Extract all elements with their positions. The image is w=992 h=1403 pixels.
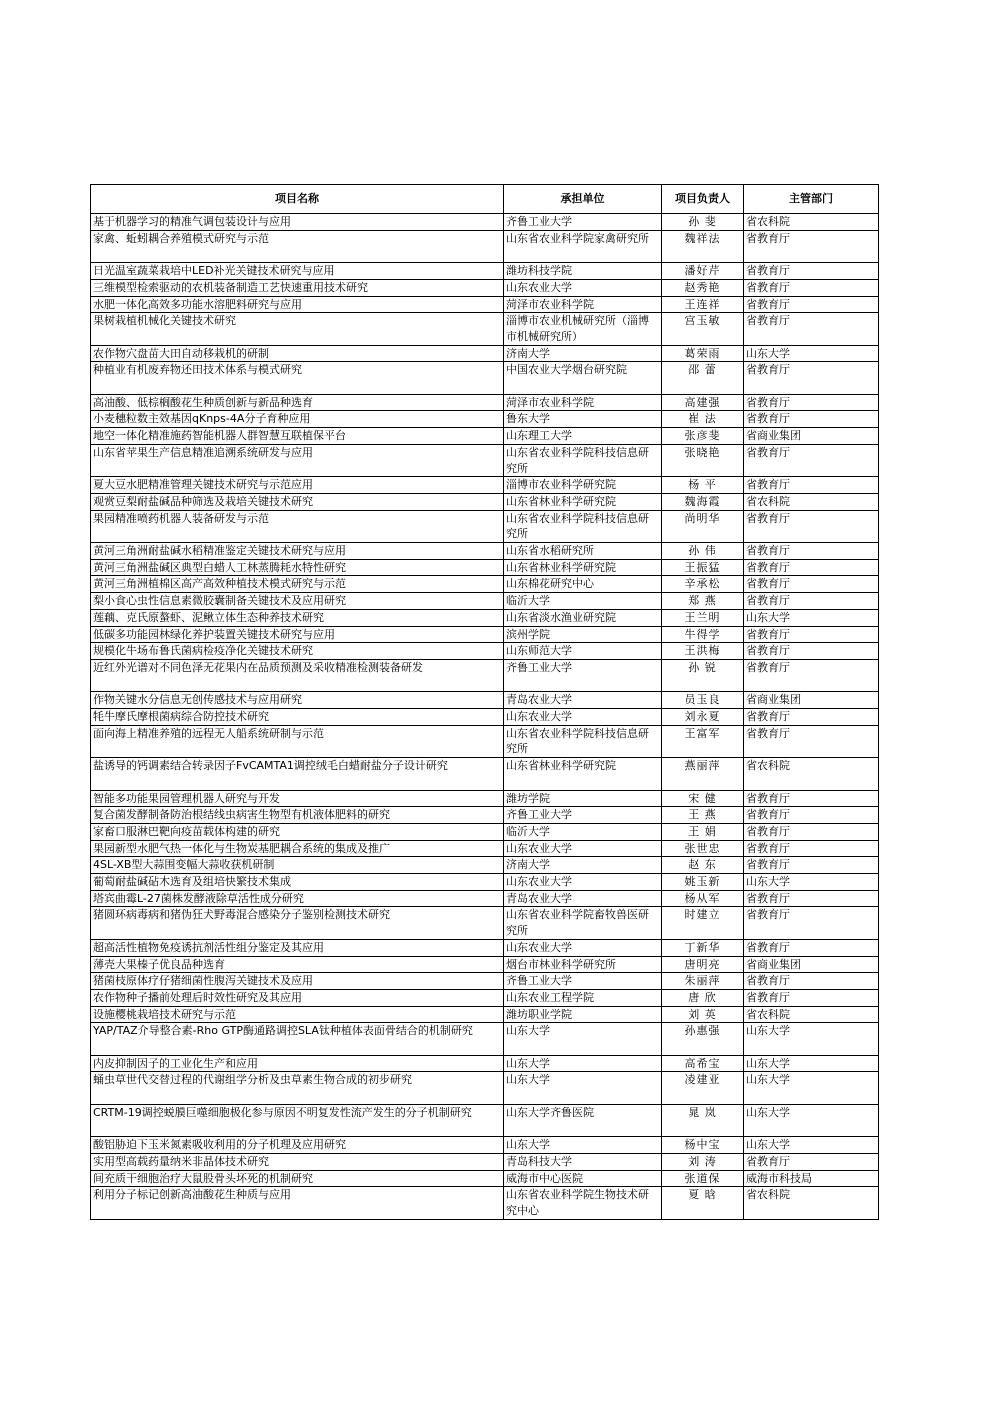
table-row <box>91 1055 879 1072</box>
project-name-cell: 牦牛摩氏摩根菌病综合防控技术研究 <box>91 709 504 726</box>
leader-cell: 唐 欣 <box>662 989 744 1006</box>
project-name-cell: 设施樱桃栽培技术研究与示范 <box>91 1006 504 1023</box>
department-cell: 省教育厅 <box>744 1153 879 1170</box>
project-name-cell: 薄壳大果榛子优良品种选育 <box>91 956 504 973</box>
project-name-cell: 种植业有机废弃物还田技术体系与模式研究 <box>91 362 504 394</box>
project-name-cell: 4SL-XB型大蒜围变幅大蒜收获机研制 <box>91 857 504 874</box>
header-leader: 项目负责人 <box>662 185 744 214</box>
table-row <box>91 263 879 280</box>
table-row <box>91 279 879 296</box>
project-name-cell: 规模化牛场布鲁氏菌病检疫净化关键技术研究 <box>91 643 504 660</box>
department-cell: 省农科院 <box>744 1187 879 1219</box>
unit-cell: 山东省农业科学院生物技术研究中心 <box>504 1187 662 1219</box>
department-cell: 省教育厅 <box>744 840 879 857</box>
project-name-cell: 果树栽植机械化关键技术研究 <box>91 313 504 345</box>
table-row <box>91 345 879 362</box>
leader-cell: 杨中宝 <box>662 1137 744 1154</box>
header-department: 主管部门 <box>744 185 879 214</box>
table-row <box>91 956 879 973</box>
project-name-cell: 塔宾曲霉L-27菌株发酵液除草活性成分研究 <box>91 890 504 907</box>
table-row <box>91 659 879 691</box>
department-cell: 山东大学 <box>744 874 879 891</box>
table-row <box>91 1072 879 1104</box>
department-cell: 省教育厅 <box>744 626 879 643</box>
department-cell: 省教育厅 <box>744 444 879 476</box>
department-cell: 山东大学 <box>744 1072 879 1104</box>
department-cell: 山东大学 <box>744 1137 879 1154</box>
table-row <box>91 510 879 542</box>
project-name-cell: 猪菌枝原体疗仔猪细菌性腹泻关键技术及应用 <box>91 973 504 990</box>
unit-cell: 山东理工大学 <box>504 428 662 445</box>
table-row <box>91 807 879 824</box>
table-row <box>91 593 879 610</box>
project-name-cell: 内皮抑制因子的工业化生产和应用 <box>91 1055 504 1072</box>
leader-cell: 郑 燕 <box>662 593 744 610</box>
department-cell: 省商业集团 <box>744 692 879 709</box>
unit-cell: 淄博市农业科学研究院 <box>504 477 662 494</box>
unit-cell: 滨州学院 <box>504 626 662 643</box>
unit-cell: 临沂大学 <box>504 593 662 610</box>
leader-cell: 高希宝 <box>662 1055 744 1072</box>
project-name-cell: 小麦穗粒数主效基因qKnps-4A分子育种应用 <box>91 411 504 428</box>
leader-cell: 孙 锐 <box>662 659 744 691</box>
project-name-cell: 实用型高载药量纳米非晶体技术研究 <box>91 1153 504 1170</box>
table-row <box>91 1153 879 1170</box>
department-cell: 省教育厅 <box>744 857 879 874</box>
project-name-cell: 果园新型水肥气热一体化与生物炭基肥耦合系统的集成及推广 <box>91 840 504 857</box>
leader-cell: 宫玉敏 <box>662 313 744 345</box>
leader-cell: 张晓艳 <box>662 444 744 476</box>
project-name-cell: 果园精准喷药机器人装备研发与示范 <box>91 510 504 542</box>
leader-cell: 王兰明 <box>662 609 744 626</box>
leader-cell: 王富军 <box>662 725 744 757</box>
table-row <box>91 609 879 626</box>
project-name-cell: 利用分子标记创新高油酸花生种质与应用 <box>91 1187 504 1219</box>
unit-cell: 烟台市林业科学研究所 <box>504 956 662 973</box>
leader-cell: 王 娟 <box>662 823 744 840</box>
table-row <box>91 543 879 560</box>
table-row <box>91 230 879 262</box>
leader-cell: 崔 法 <box>662 411 744 428</box>
department-cell: 省教育厅 <box>744 989 879 1006</box>
department-cell: 省教育厅 <box>744 411 879 428</box>
project-name-cell: 近红外光谱对不同色泽无花果内在品质预测及采收精准检测装备研发 <box>91 659 504 691</box>
leader-cell: 牛得学 <box>662 626 744 643</box>
leader-cell: 辛承松 <box>662 576 744 593</box>
department-cell: 威海市科技局 <box>744 1170 879 1187</box>
leader-cell: 孙惠强 <box>662 1023 744 1055</box>
table-row <box>91 1137 879 1154</box>
table-row <box>91 411 879 428</box>
leader-cell: 姚玉新 <box>662 874 744 891</box>
table-row <box>91 576 879 593</box>
project-name-cell: 夏大豆水肥精准管理关键技术研究与示范应用 <box>91 477 504 494</box>
department-cell: 省农科院 <box>744 493 879 510</box>
leader-cell: 丁新华 <box>662 939 744 956</box>
table-row <box>91 643 879 660</box>
department-cell: 省教育厅 <box>744 907 879 939</box>
department-cell: 省教育厅 <box>744 973 879 990</box>
project-name-cell: 猪圆环病毒病和猪伪狂犬野毒混合感染分子鉴别检测技术研究 <box>91 907 504 939</box>
table-row <box>91 362 879 394</box>
leader-cell: 高建强 <box>662 394 744 411</box>
department-cell: 山东大学 <box>744 1023 879 1055</box>
table-row <box>91 758 879 790</box>
project-name-cell: 黄河三角洲植棉区高产高效种植技术模式研究与示范 <box>91 576 504 593</box>
department-cell: 省教育厅 <box>744 362 879 394</box>
department-cell: 省教育厅 <box>744 263 879 280</box>
project-name-cell: 三维模型检索驱动的农机装备制造工艺快速重用技术研究 <box>91 279 504 296</box>
table-row <box>91 692 879 709</box>
table-row <box>91 1023 879 1055</box>
leader-cell: 张彦斐 <box>662 428 744 445</box>
table-row <box>91 1104 879 1136</box>
project-name-cell: 水肥一体化高效多功能水溶肥料研究与应用 <box>91 296 504 313</box>
project-name-cell: 高油酸、低棕榈酸花生种质创新与新品种选育 <box>91 394 504 411</box>
leader-cell: 尚明华 <box>662 510 744 542</box>
project-name-cell: 黄河三角洲耐盐碱水稻精准鉴定关键技术研究与应用 <box>91 543 504 560</box>
project-name-cell: 家畜口服淋巴靶向疫苗载体构建的研究 <box>91 823 504 840</box>
department-cell: 省农科院 <box>744 214 879 231</box>
department-cell: 省教育厅 <box>744 823 879 840</box>
table-row <box>91 477 879 494</box>
department-cell: 省教育厅 <box>744 230 879 262</box>
leader-cell: 赵秀艳 <box>662 279 744 296</box>
unit-cell: 山东农业大学 <box>504 709 662 726</box>
project-name-cell: 间充质干细胞治疗大鼠股骨头坏死的机制研究 <box>91 1170 504 1187</box>
department-cell: 省教育厅 <box>744 593 879 610</box>
unit-cell: 山东省农业科学院科技信息研究所 <box>504 444 662 476</box>
project-name-cell: 梨小食心虫性信息素微胶囊制备关键技术及应用研究 <box>91 593 504 610</box>
leader-cell: 刘 英 <box>662 1006 744 1023</box>
table-row <box>91 1170 879 1187</box>
unit-cell: 青岛农业大学 <box>504 890 662 907</box>
table-body <box>91 214 879 1220</box>
unit-cell: 菏泽市农业科学院 <box>504 296 662 313</box>
leader-cell: 魏祥法 <box>662 230 744 262</box>
unit-cell: 山东省农业科学院科技信息研究所 <box>504 725 662 757</box>
unit-cell: 淄博市农业机械研究所（淄博市机械研究所） <box>504 313 662 345</box>
table-row <box>91 1187 879 1219</box>
project-table <box>90 184 879 1220</box>
department-cell: 省教育厅 <box>744 543 879 560</box>
project-name-cell: 农作物穴盘苗大田自动移栽机的研制 <box>91 345 504 362</box>
leader-cell: 王振猛 <box>662 559 744 576</box>
department-cell: 省教育厅 <box>744 510 879 542</box>
unit-cell: 齐鲁工业大学 <box>504 807 662 824</box>
table-header-row <box>91 185 879 214</box>
leader-cell: 宋 健 <box>662 790 744 807</box>
unit-cell: 山东农业大学 <box>504 279 662 296</box>
department-cell: 省教育厅 <box>744 279 879 296</box>
department-cell: 省教育厅 <box>744 313 879 345</box>
table-row <box>91 890 879 907</box>
unit-cell: 青岛农业大学 <box>504 692 662 709</box>
department-cell: 山东大学 <box>744 345 879 362</box>
project-name-cell: YAP/TAZ介导整合素-Rho GTP酶通路调控SLA钛种植体表面骨结合的机制研究 <box>91 1023 504 1055</box>
unit-cell: 山东省林业科学研究院 <box>504 559 662 576</box>
unit-cell: 山东省淡水渔业研究院 <box>504 609 662 626</box>
leader-cell: 燕丽萍 <box>662 758 744 790</box>
unit-cell: 潍坊职业学院 <box>504 1006 662 1023</box>
project-name-cell: 智能多功能果园管理机器人研究与开发 <box>91 790 504 807</box>
department-cell: 省教育厅 <box>744 939 879 956</box>
leader-cell: 朱丽萍 <box>662 973 744 990</box>
department-cell: 省教育厅 <box>744 477 879 494</box>
table-row <box>91 973 879 990</box>
project-name-cell: 地空一体化精准施药智能机器人群智慧互联植保平台 <box>91 428 504 445</box>
department-cell: 省教育厅 <box>744 725 879 757</box>
unit-cell: 山东农业大学 <box>504 840 662 857</box>
table-row <box>91 296 879 313</box>
unit-cell: 中国农业大学烟台研究院 <box>504 362 662 394</box>
project-name-cell: 面向海上精准养殖的远程无人船系统研制与示范 <box>91 725 504 757</box>
leader-cell: 刘永夏 <box>662 709 744 726</box>
department-cell: 山东大学 <box>744 1055 879 1072</box>
leader-cell: 王洪梅 <box>662 643 744 660</box>
unit-cell: 山东大学 <box>504 1055 662 1072</box>
table-row <box>91 857 879 874</box>
unit-cell: 山东农业大学 <box>504 874 662 891</box>
project-name-cell: 低碳多功能园林绿化养护装置关键技术研究与应用 <box>91 626 504 643</box>
header-unit: 承担单位 <box>504 185 662 214</box>
project-name-cell: 盐诱导的钙调素结合转录因子FvCAMTA1调控绒毛白蜡耐盐分子设计研究 <box>91 758 504 790</box>
table-row <box>91 840 879 857</box>
unit-cell: 齐鲁工业大学 <box>504 214 662 231</box>
unit-cell: 威海市中心医院 <box>504 1170 662 1187</box>
leader-cell: 赵 东 <box>662 857 744 874</box>
table-row <box>91 394 879 411</box>
project-name-cell: 葡萄耐盐碱砧木选育及组培快繁技术集成 <box>91 874 504 891</box>
unit-cell: 山东大学 <box>504 1137 662 1154</box>
table-row <box>91 214 879 231</box>
project-name-cell: 蛹虫草世代交替过程的代谢组学分析及虫草素生物合成的初步研究 <box>91 1072 504 1104</box>
department-cell: 省教育厅 <box>744 790 879 807</box>
leader-cell: 孙 伟 <box>662 543 744 560</box>
project-name-cell: CRTM-19调控蜕膜巨噬细胞极化参与原因不明复发性流产发生的分子机制研究 <box>91 1104 504 1136</box>
project-name-cell: 家禽、蚯蚓耦合养殖模式研究与示范 <box>91 230 504 262</box>
unit-cell: 山东省农业科学院科技信息研究所 <box>504 510 662 542</box>
department-cell: 山东大学 <box>744 609 879 626</box>
leader-cell: 张道保 <box>662 1170 744 1187</box>
department-cell: 省教育厅 <box>744 659 879 691</box>
table-row <box>91 725 879 757</box>
project-name-cell: 莲藕、克氏原螯虾、泥鳅立体生态种养技术研究 <box>91 609 504 626</box>
department-cell: 省农科院 <box>744 1006 879 1023</box>
unit-cell: 青岛科技大学 <box>504 1153 662 1170</box>
project-name-cell: 作物关键水分信息无创传感技术与应用研究 <box>91 692 504 709</box>
table-row <box>91 1006 879 1023</box>
project-name-cell: 超高活性植物免疫诱抗剂活性组分鉴定及其应用 <box>91 939 504 956</box>
leader-cell: 张世忠 <box>662 840 744 857</box>
project-name-cell: 酸铝胁迫下玉米氮素吸收利用的分子机理及应用研究 <box>91 1137 504 1154</box>
unit-cell: 菏泽市农业科学院 <box>504 394 662 411</box>
unit-cell: 山东农业大学 <box>504 939 662 956</box>
leader-cell: 员玉良 <box>662 692 744 709</box>
leader-cell: 杨 平 <box>662 477 744 494</box>
department-cell: 省农科院 <box>744 758 879 790</box>
leader-cell: 王连祥 <box>662 296 744 313</box>
project-name-cell: 复合菌发酵制备防治根结线虫病害生物型有机液体肥料的研究 <box>91 807 504 824</box>
table-row <box>91 907 879 939</box>
department-cell: 省教育厅 <box>744 559 879 576</box>
leader-cell: 唐明亮 <box>662 956 744 973</box>
leader-cell: 杨从军 <box>662 890 744 907</box>
leader-cell: 晁 岚 <box>662 1104 744 1136</box>
department-cell: 省教育厅 <box>744 296 879 313</box>
leader-cell: 葛荣雨 <box>662 345 744 362</box>
department-cell: 省教育厅 <box>744 643 879 660</box>
unit-cell: 山东省林业科学研究院 <box>504 493 662 510</box>
unit-cell: 山东大学 <box>504 1072 662 1104</box>
leader-cell: 潘好芹 <box>662 263 744 280</box>
unit-cell: 济南大学 <box>504 345 662 362</box>
unit-cell: 山东棉花研究中心 <box>504 576 662 593</box>
table-row <box>91 989 879 1006</box>
leader-cell: 邵 蕾 <box>662 362 744 394</box>
leader-cell: 王 燕 <box>662 807 744 824</box>
table-row <box>91 313 879 345</box>
table-row <box>91 790 879 807</box>
department-cell: 省教育厅 <box>744 394 879 411</box>
table-row <box>91 823 879 840</box>
unit-cell: 齐鲁工业大学 <box>504 659 662 691</box>
unit-cell: 山东省水稻研究所 <box>504 543 662 560</box>
unit-cell: 山东农业工程学院 <box>504 989 662 1006</box>
table-row <box>91 626 879 643</box>
department-cell: 省商业集团 <box>744 956 879 973</box>
table-row <box>91 444 879 476</box>
unit-cell: 潍坊科技学院 <box>504 263 662 280</box>
table-row <box>91 493 879 510</box>
unit-cell: 山东省林业科学研究院 <box>504 758 662 790</box>
unit-cell: 山东大学齐鲁医院 <box>504 1104 662 1136</box>
table-row <box>91 559 879 576</box>
table-row <box>91 428 879 445</box>
unit-cell: 山东省农业科学院畜牧兽医研究所 <box>504 907 662 939</box>
leader-cell: 魏海霞 <box>662 493 744 510</box>
department-cell: 省商业集团 <box>744 428 879 445</box>
department-cell: 山东大学 <box>744 1104 879 1136</box>
unit-cell: 济南大学 <box>504 857 662 874</box>
unit-cell: 山东大学 <box>504 1023 662 1055</box>
project-name-cell: 日光温室蔬菜栽培中LED补光关键技术研究与应用 <box>91 263 504 280</box>
header-project-name: 项目名称 <box>91 185 504 214</box>
department-cell: 省教育厅 <box>744 709 879 726</box>
unit-cell: 齐鲁工业大学 <box>504 973 662 990</box>
table-row <box>91 874 879 891</box>
leader-cell: 孙 斐 <box>662 214 744 231</box>
leader-cell: 凌建亚 <box>662 1072 744 1104</box>
unit-cell: 山东师范大学 <box>504 643 662 660</box>
project-name-cell: 农作物种子播前处理后时效性研究及其应用 <box>91 989 504 1006</box>
project-name-cell: 观赏豆梨耐盐碱品种筛选及栽培关键技术研究 <box>91 493 504 510</box>
project-name-cell: 山东省苹果生产信息精准追溯系统研发与应用 <box>91 444 504 476</box>
unit-cell: 鲁东大学 <box>504 411 662 428</box>
department-cell: 省教育厅 <box>744 890 879 907</box>
project-name-cell: 基于机器学习的精准气调包装设计与应用 <box>91 214 504 231</box>
unit-cell: 临沂大学 <box>504 823 662 840</box>
leader-cell: 时建立 <box>662 907 744 939</box>
table-row <box>91 939 879 956</box>
table-row <box>91 709 879 726</box>
leader-cell: 刘 涛 <box>662 1153 744 1170</box>
department-cell: 省教育厅 <box>744 807 879 824</box>
unit-cell: 山东省农业科学院家禽研究所 <box>504 230 662 262</box>
department-cell: 省教育厅 <box>744 576 879 593</box>
project-name-cell: 黄河三角洲盐碱区典型白蜡人工林蒸腾耗水特性研究 <box>91 559 504 576</box>
unit-cell: 潍坊学院 <box>504 790 662 807</box>
leader-cell: 夏 晗 <box>662 1187 744 1219</box>
